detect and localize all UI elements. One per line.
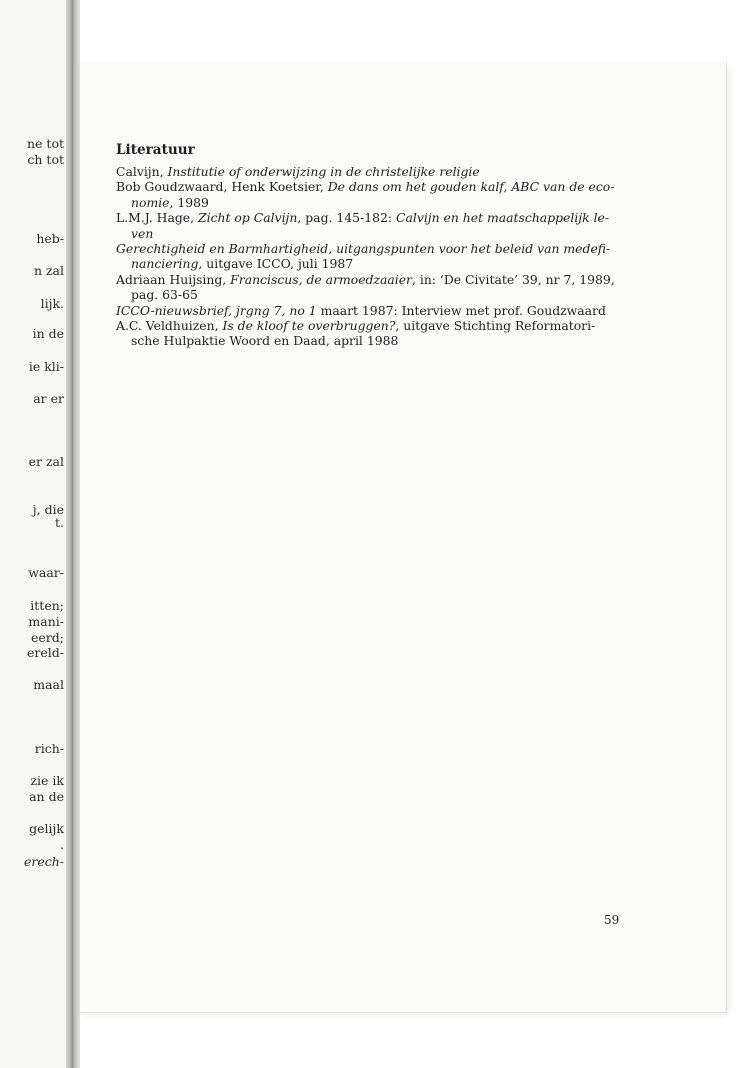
fragment-text: eerd; [31,630,64,645]
fragment-text: zie ik [30,773,64,788]
entry-text: , in: ‘De Civitate’ 39, nr 7, 1989, [411,271,615,287]
entry-title-text: Zicht op Calvijn [198,210,298,226]
fragment-text: heb- [36,231,64,246]
entry-text: maart 1987: Interview met prof. Goudzwaard [316,302,606,318]
fragment-text: erech- [23,854,64,869]
fragment-text: ie kli- [28,359,64,374]
book-spine [66,0,80,1068]
entry-line [116,272,631,287]
entry-title-text: Is de kloof te overbruggen? [222,318,396,334]
fragment-text: j, die [32,502,64,517]
entry-title-text: ICCO-nieuwsbrief, jrgng 7, no 1 [116,302,317,318]
entry-text: Bob Goudzwaard, Henk Koetsier, [116,179,328,195]
fragment-text: mani- [28,614,64,629]
entry-line [116,179,631,194]
fragment-text: n zal [33,263,64,278]
entry-text: , uitgave ICCO, juli 1987 [198,256,354,272]
fragment-text: . [60,837,64,852]
entry-text: Calvijn, [116,164,168,179]
page-number: 59 [604,913,620,927]
fragment-text: rich- [34,741,64,756]
literature-entry [116,210,631,241]
fragment-text: ne tot [27,136,64,151]
entry-text: , 1989 [169,194,209,210]
literature-heading: Literatuur [116,142,195,158]
entry-line [116,303,631,318]
fragment-text: gelijk [29,821,64,836]
fragment-text: ereld- [27,645,64,660]
entry-text: , uitgave Stichting Reformatori- [395,318,596,334]
literature-list [116,164,631,349]
literature-section [116,142,631,349]
literature-entry [116,241,631,272]
entry-text: L.M.J. Hage, [116,210,199,226]
entry-text: pag. 63-65 [131,287,198,303]
fragment-text: maal [33,677,64,692]
literature-entry [116,164,631,179]
fragment-text: ar er [33,391,64,406]
literature-entry [116,272,631,303]
entry-continuation-line [116,256,631,271]
fragment-text: lijk. [40,296,64,311]
fragment-text: in de [32,326,64,341]
literature-entry [116,318,631,349]
entry-title-text: nanciering [131,256,199,272]
entry-text: Adriaan Huijsing, [116,271,231,287]
entry-title-text: Institutie of onderwijzing in de christelijke religie [167,164,480,179]
entry-continuation-line [116,333,631,348]
fragment-text: t. [55,515,64,530]
entry-text: , pag. 145-182: [297,210,396,226]
entry-continuation-line [116,226,631,241]
entry-line [116,241,631,256]
fragment-text: itten; [30,598,64,613]
previous-page-edge [0,0,66,1068]
fragment-text: er zal [28,454,64,469]
entry-text: A.C. Veldhuizen, [116,318,223,334]
entry-title-text: Calvijn en het maatschappelijk le- [395,210,610,226]
fragment-text: an de [29,789,64,804]
entry-text: sche Hulpaktie Woord en Daad, april 1988 [131,333,399,349]
entry-line [116,318,631,333]
literature-entry [116,179,631,210]
fragment-text: ch tot [27,152,64,167]
literature-entry [116,303,631,318]
entry-line [116,164,631,179]
entry-continuation-line [116,195,631,210]
fragment-text: waar- [28,565,64,580]
entry-title-text: De dans om het gouden kalf, ABC van de eco- [327,179,615,195]
entry-title-text: nomie [131,194,170,210]
entry-title-text: Franciscus, de armoedzaaier [230,271,412,287]
entry-title-text: Gerechtigheid en Barmhartigheid, uitgangspunten voor het beleid van medefi- [116,241,611,257]
entry-continuation-line [116,287,631,302]
entry-title-text: ven [131,225,154,241]
entry-line [116,210,631,225]
